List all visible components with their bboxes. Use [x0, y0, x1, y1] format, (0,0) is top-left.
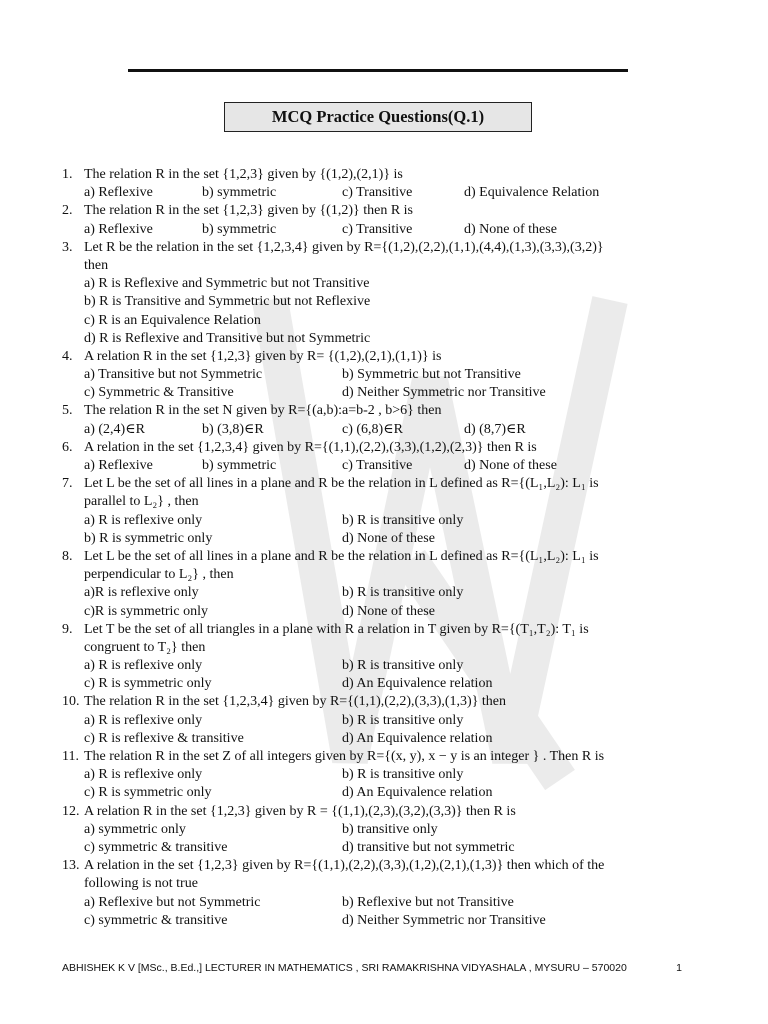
options-row [62, 584, 672, 602]
question-number: 5. [62, 403, 73, 419]
answer-option: d) R is Reflexive and Transitive but not Symmetric [84, 330, 371, 346]
answer-option: c) Transitive [342, 458, 413, 473]
question-text: The relation R in the set {1,2,3,4} given by R={(1,1),(2,2),(3,3),(1,3)} then [84, 694, 507, 710]
answer-option: d) Neither Symmetric nor Transitive [342, 385, 546, 401]
question-text: The relation R in the set Z of all integers given by R={(x, y), x − y is an integer } . Then R is [84, 749, 605, 764]
question-number [62, 566, 84, 584]
question-text: Let L be the set of all lines in a plane and R be the relation in L defined as R={(L₁,L₂): L₁ is [84, 548, 599, 564]
question-text: perpendicular to L₂} , then [84, 567, 234, 583]
answer-option: c) Transitive [342, 221, 413, 237]
question-line [62, 402, 672, 420]
options-row [62, 894, 672, 912]
answer-option: b) R is symmetric only [84, 530, 213, 546]
options-row [62, 839, 672, 857]
question-number: 9. [62, 621, 73, 637]
footer-page-number: 1 [676, 962, 682, 974]
question-text: The relation R in the set {1,2,3} given by {(1,2)} then R is [84, 203, 413, 219]
answer-option: d) (8,7)∈R [464, 421, 526, 437]
page-title: MCQ Practice Questions(Q.1) [271, 107, 485, 126]
question-number: 12. [62, 803, 80, 819]
options-row [62, 457, 672, 475]
question-number: 6. [62, 439, 73, 455]
answer-option: a) Reflexive [84, 221, 153, 237]
options-row [62, 821, 672, 839]
answer-option: d) transitive but not symmetric [342, 839, 515, 855]
answer-option: d) None of these [464, 458, 557, 473]
question-text: A relation R in the set {1,2,3} given by R = {(1,1),(2,3),(3,2),(3,3)} then R is [84, 803, 516, 819]
question-text: following is not true [84, 876, 198, 892]
options-row [62, 366, 672, 384]
question-line [62, 202, 672, 220]
options-row [62, 712, 672, 730]
question-number: 11. [62, 749, 79, 764]
question-line [62, 693, 672, 711]
options-row [62, 384, 672, 402]
page-title-box [224, 102, 532, 132]
options-row [62, 512, 672, 530]
answer-option: c)R is symmetric only [84, 603, 209, 619]
answer-option: b) R is transitive only [342, 512, 464, 528]
question-text: Let L be the set of all lines in a plane and R be the relation in L defined as R={(L₁,L₂): L₁ is [84, 476, 599, 492]
options-row [62, 184, 672, 202]
question-number [62, 875, 84, 893]
answer-option: d) None of these [342, 530, 435, 546]
answer-option: a) R is reflexive only [84, 512, 203, 528]
question-number [62, 257, 84, 275]
question-line [62, 493, 672, 511]
footer-author: ABHISHEK K V [MSc., B.Ed.,] LECTURER IN MATHEMATICS , SRI RAMAKRISHNA VIDYASHALA , MYSURU – 570020 [62, 962, 627, 974]
question-line [62, 348, 672, 366]
question-number: 13. [62, 858, 80, 874]
options-row [62, 766, 672, 784]
answer-option: a) symmetric only [84, 821, 186, 837]
answer-option: d) An Equivalence relation [342, 676, 493, 692]
answer-option: b) R is transitive only [342, 658, 464, 674]
options-row [62, 603, 672, 621]
question-line [62, 257, 672, 275]
answer-option: a) Reflexive [84, 458, 153, 473]
answer-option: b) transitive only [342, 821, 438, 837]
question-number: 4. [62, 348, 73, 364]
answer-option: c) (6,8)∈R [342, 421, 403, 437]
question-line [62, 239, 672, 257]
question-line [62, 748, 672, 766]
answer-option: c) symmetric & transitive [84, 912, 228, 928]
answer-option: a)R is reflexive only [84, 585, 199, 601]
options-row [62, 675, 672, 693]
options-row [62, 221, 672, 239]
answer-option: d) An Equivalence relation [342, 785, 493, 801]
answer-option: d) None of these [342, 603, 435, 619]
answer-option: b) symmetric [202, 221, 277, 237]
options-row [62, 293, 672, 311]
question-text: A relation in the set {1,2,3} given by R={(1,1),(2,2),(3,3),(1,2),(2,1),(1,3)} then which of the [84, 858, 605, 874]
question-line [62, 857, 672, 875]
question-line [62, 875, 672, 893]
answer-option: a) Reflexive [84, 185, 153, 201]
options-row [62, 657, 672, 675]
options-row [62, 530, 672, 548]
question-text: then [84, 257, 109, 273]
question-text: A relation R in the set {1,2,3} given by R= {(1,2),(2,1),(1,1)} is [84, 348, 442, 364]
question-list [62, 166, 672, 930]
question-line [62, 639, 672, 657]
options-row [62, 312, 672, 330]
question-line [62, 803, 672, 821]
answer-option: b) Reflexive but not Transitive [342, 894, 514, 910]
question-number: 10. [62, 694, 80, 710]
answer-option: b) symmetric [202, 458, 277, 473]
answer-option: a) (2,4)∈R [84, 421, 145, 437]
question-text: A relation in the set {1,2,3,4} given by R={(1,1),(2,2),(3,3),(1,2),(2,3)} then R is [84, 439, 537, 455]
question-text: parallel to L₂} , then [84, 494, 199, 510]
options-row [62, 730, 672, 748]
question-line [62, 166, 672, 184]
question-number: 3. [62, 239, 73, 255]
options-row [62, 784, 672, 802]
top-rule [128, 69, 628, 72]
options-row [62, 912, 672, 930]
answer-option: b) R is transitive only [342, 712, 464, 728]
answer-option: c) R is symmetric only [84, 785, 212, 801]
answer-option: d) Neither Symmetric nor Transitive [342, 912, 546, 928]
question-text: The relation R in the set N given by R={(a,b):a=b-2 , b>6} then [84, 403, 442, 419]
answer-option: a) R is reflexive only [84, 767, 203, 783]
answer-option: b) (3,8)∈R [202, 421, 264, 437]
footer [62, 962, 682, 974]
options-row [62, 421, 672, 439]
question-number: 2. [62, 203, 73, 219]
question-line [62, 621, 672, 639]
question-number: 1. [62, 167, 73, 182]
answer-option: d) An Equivalence relation [342, 730, 493, 746]
question-text: The relation R in the set {1,2,3} given by {(1,2),(2,1)} is [84, 167, 403, 182]
answer-option: b) Symmetric but not Transitive [342, 367, 521, 383]
answer-option: a) R is reflexive only [84, 712, 203, 728]
answer-option: c) R is reflexive & transitive [84, 730, 244, 746]
options-row [62, 330, 672, 348]
answer-option: c) R is symmetric only [84, 676, 212, 692]
question-number [62, 639, 84, 657]
answer-option: a) R is Reflexive and Symmetric but not Transitive [84, 276, 370, 292]
question-line [62, 475, 672, 493]
answer-option: b) symmetric [202, 185, 277, 201]
answer-option: c) Transitive [342, 185, 413, 201]
answer-option: b) R is transitive only [342, 585, 464, 601]
answer-option: d) None of these [464, 221, 557, 237]
question-text: Let T be the set of all triangles in a plane with R a relation in T given by R={(T₁,T₂): T₁ is [84, 621, 589, 637]
question-line [62, 566, 672, 584]
answer-option: b) R is transitive only [342, 767, 464, 783]
question-number: 8. [62, 548, 73, 564]
options-row [62, 275, 672, 293]
answer-option: c) symmetric & transitive [84, 839, 228, 855]
answer-option: c) Symmetric & Transitive [84, 385, 234, 401]
question-number [62, 493, 84, 511]
question-text: Let R be the relation in the set {1,2,3,4} given by R={(1,2),(2,2),(1,1),(4,4),(1,3),(3,3),(3,2)} [84, 239, 604, 255]
answer-option: a) Transitive but not Symmetric [84, 367, 263, 383]
answer-option: d) Equivalence Relation [464, 185, 600, 201]
answer-option: b) R is Transitive and Symmetric but not Reflexive [84, 294, 371, 310]
question-number: 7. [62, 476, 73, 492]
answer-option: a) Reflexive but not Symmetric [84, 894, 261, 910]
answer-option: c) R is an Equivalence Relation [84, 312, 261, 328]
question-line [62, 548, 672, 566]
answer-option: a) R is reflexive only [84, 658, 203, 674]
question-line [62, 439, 672, 457]
question-text: congruent to T₂} then [84, 639, 206, 655]
